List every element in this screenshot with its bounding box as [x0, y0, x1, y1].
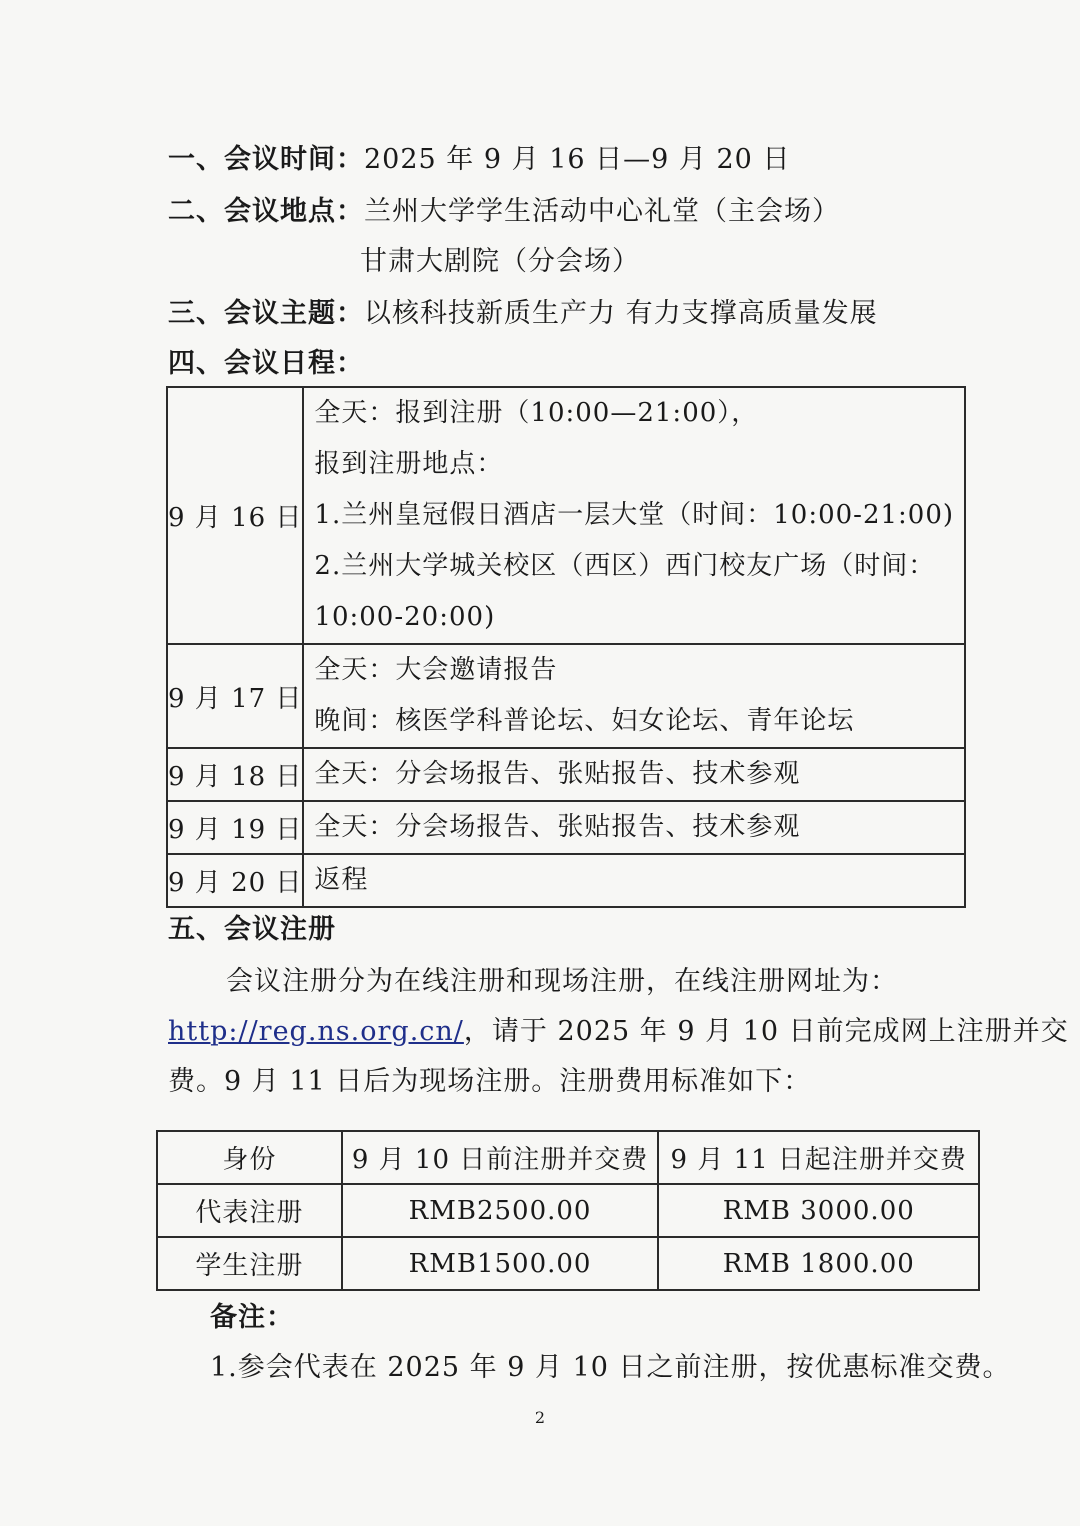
- schedule-heading: 四、会议日程：: [168, 348, 364, 379]
- schedule-line: 全天：大会邀请报告: [314, 655, 558, 685]
- schedule-detail: [303, 801, 965, 854]
- fee-early: RMB2500.00: [342, 1184, 659, 1237]
- table-header-row: [157, 1131, 979, 1184]
- schedule-line: 2.兰州大学城关校区（西区）西门校友广场（时间：: [314, 551, 936, 581]
- registration-para-line3: 费。9 月 11 日后为现场注册。注册费用标准如下：: [168, 1066, 812, 1097]
- fee-late: RMB 1800.00: [658, 1237, 979, 1290]
- fee-header-early: 9 月 10 日前注册并交费: [342, 1131, 659, 1184]
- fee-identity: 学生注册: [157, 1237, 342, 1290]
- schedule-detail: [303, 387, 965, 644]
- table-row: [167, 644, 965, 748]
- table-row: [167, 748, 965, 801]
- meeting-theme-label: 三、会议主题：: [168, 298, 364, 329]
- schedule-date: 9 月 16 日: [167, 387, 303, 644]
- table-row: [167, 387, 965, 644]
- meeting-venue-main: 兰州大学学生活动中心礼堂（主会场）: [364, 196, 840, 227]
- registration-para-line1: 会议注册分为在线注册和现场注册，在线注册网址为：: [226, 966, 898, 997]
- notes-heading: 备注：: [210, 1302, 294, 1333]
- table-row: [157, 1237, 979, 1290]
- fee-header-late: 9 月 11 日起注册并交费: [658, 1131, 979, 1184]
- fee-table: [156, 1130, 980, 1291]
- schedule-date: 9 月 18 日: [167, 748, 303, 801]
- meeting-time-value: 2025 年 9 月 16 日—9 月 20 日: [364, 144, 791, 175]
- schedule-line: 报到注册地点：: [314, 449, 504, 479]
- schedule-line: 10:00-20:00): [314, 602, 496, 632]
- schedule-detail: [303, 748, 965, 801]
- registration-heading: 五、会议注册: [168, 914, 336, 945]
- meeting-venue-label: 二、会议地点：: [168, 196, 364, 227]
- registration-para-line2: [168, 1014, 1069, 1050]
- meeting-time-label: 一、会议时间：: [168, 144, 364, 175]
- fee-identity: 代表注册: [157, 1184, 342, 1237]
- fee-early: RMB1500.00: [342, 1237, 659, 1290]
- registration-url-link[interactable]: http://reg.ns.org.cn/: [168, 1016, 464, 1047]
- meeting-venue: [168, 194, 840, 230]
- registration-para-line2-rest: ，请于 2025 年 9 月 10 日前完成网上注册并交: [463, 1016, 1069, 1047]
- meeting-theme-value: 以核科技新质生产力 有力支撑高质量发展: [364, 298, 878, 329]
- schedule-line: 返程: [314, 865, 369, 895]
- schedule-table: [166, 386, 966, 908]
- schedule-date: 9 月 17 日: [167, 644, 303, 748]
- meeting-venue-sub: 甘肃大剧院（分会场）: [360, 246, 640, 277]
- schedule-line: 全天：分会场报告、张贴报告、技术参观: [314, 759, 801, 789]
- schedule-line: 1.兰州皇冠假日酒店一层大堂（时间：10:00-21:00): [314, 500, 955, 530]
- schedule-line: 全天：分会场报告、张贴报告、技术参观: [314, 812, 801, 842]
- table-row: [157, 1184, 979, 1237]
- meeting-time: [168, 142, 790, 178]
- schedule-line: 全天：报到注册（10:00—21:00），: [314, 398, 759, 428]
- table-row: [167, 801, 965, 854]
- table-row: [167, 854, 965, 907]
- fee-late: RMB 3000.00: [658, 1184, 979, 1237]
- meeting-theme: [168, 296, 878, 332]
- fee-header-identity: 身份: [157, 1131, 342, 1184]
- schedule-date: 9 月 20 日: [167, 854, 303, 907]
- schedule-detail: [303, 854, 965, 907]
- page-number: 2: [534, 1408, 546, 1427]
- schedule-date: 9 月 19 日: [167, 801, 303, 854]
- note-item: 1.参会代表在 2025 年 9 月 10 日之前注册，按优惠标准交费。: [210, 1352, 1011, 1383]
- schedule-line: 晚间：核医学科普论坛、妇女论坛、青年论坛: [314, 706, 855, 736]
- schedule-detail: [303, 644, 965, 748]
